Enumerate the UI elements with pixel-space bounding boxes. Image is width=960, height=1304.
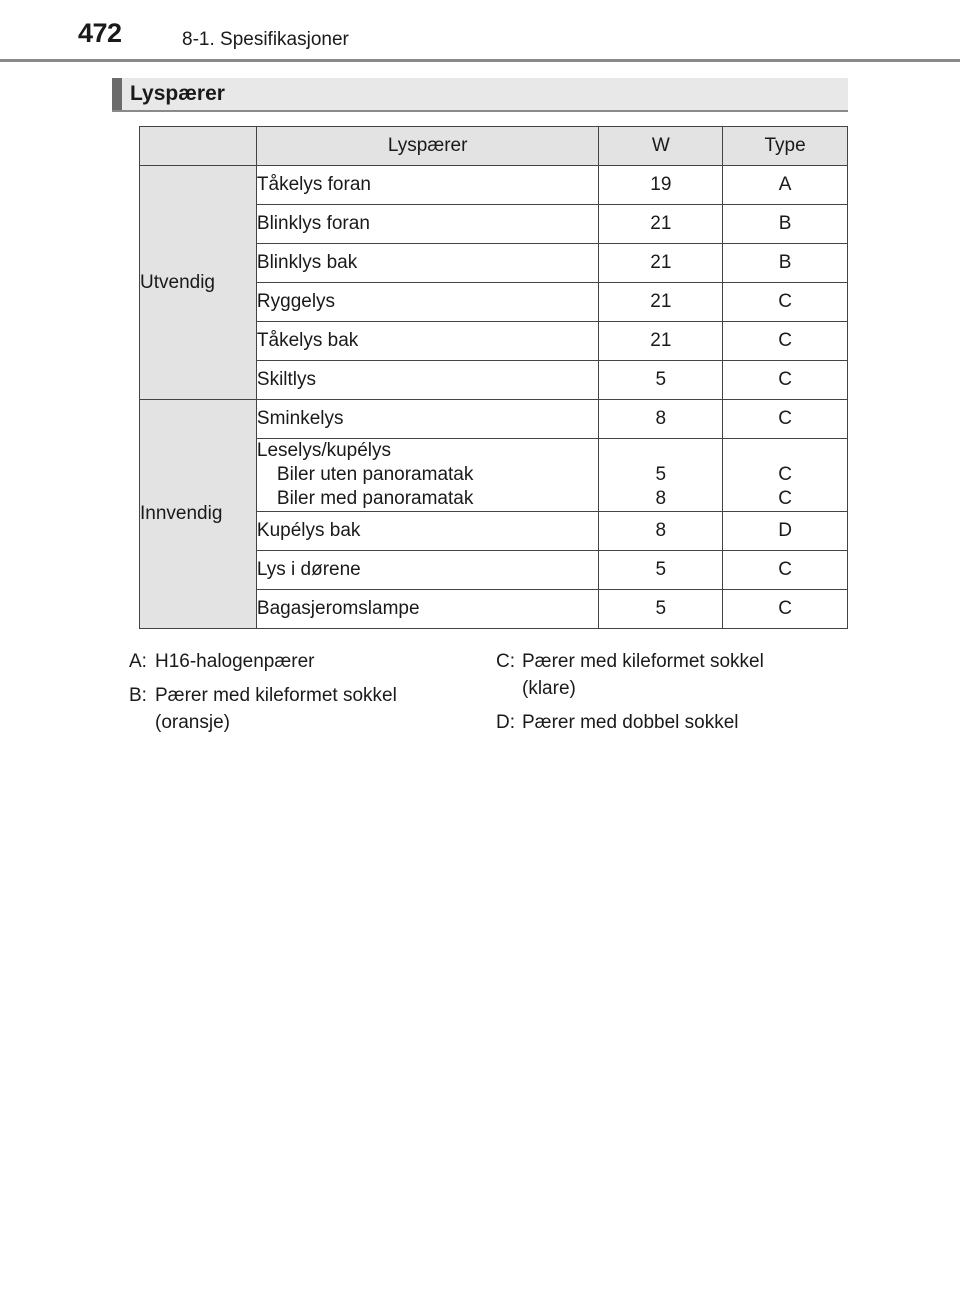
table-header-row [140,127,848,166]
note-key: D: [496,712,515,733]
note-item [496,709,796,736]
header-bulb: Lyspærer [256,127,599,166]
bulb-watt: 21 [599,205,723,244]
bulb-name: Ryggelys [256,283,599,322]
bulb-watt: 21 [599,283,723,322]
note-item [129,648,429,675]
bulb-type: C [723,322,848,361]
note-text: Pærer med kileformet sokkel (klare) [522,651,764,699]
table-row [140,400,848,439]
bulb-subvariant-name: Biler med panoramatak [276,488,474,509]
bulb-watt: 19 [599,166,723,205]
bulb-name: Sminkelys [256,400,599,439]
bulb-type: B [723,205,848,244]
group-label-interior: Innvendig [140,400,257,629]
bulb-name: Skiltlys [256,361,599,400]
bulb-spec-table [139,126,848,629]
bulb-type: C [723,590,848,629]
bulb-type: B [723,244,848,283]
bulb-type-multiline [723,439,848,512]
section-title: Lyspærer [130,82,225,105]
bulb-type: D [723,512,848,551]
page-number: 472 [78,18,122,48]
bulb-watt: 21 [599,244,723,283]
bulb-name-multiline [256,439,599,512]
bulb-subvariant-name: Biler uten panoramatak [276,464,474,485]
bulb-name: Blinklys bak [256,244,599,283]
note-item [129,682,429,736]
section-heading-bar [112,78,848,112]
bulb-watt: 5 [599,590,723,629]
bulb-watt: 5 [599,551,723,590]
note-key: B: [129,685,147,706]
bulb-name: Lys i dørene [256,551,599,590]
bulb-name: Tåkelys foran [256,166,599,205]
note-text: Pærer med kileformet sokkel (oransje) [155,685,397,733]
bulb-name: Tåkelys bak [256,322,599,361]
bulb-type: C [723,551,848,590]
header-group [140,127,257,166]
bulb-watt-multiline [599,439,723,512]
bulb-watt: 21 [599,322,723,361]
bulb-watt: 8 [599,512,723,551]
bulb-watt: 5 [655,464,667,485]
bulb-type: C [778,464,792,485]
bulb-type: C [723,283,848,322]
bulb-watt: 8 [655,488,667,509]
note-item [496,648,796,702]
notes-right-column [496,648,796,736]
bulb-name: Kupélys bak [256,512,599,551]
note-key: C: [496,651,515,672]
bulb-name: Leselys/kupélys [256,440,392,461]
header-type: Type [723,127,848,166]
note-text: Pærer med dobbel sokkel [522,712,739,733]
table-row [140,166,848,205]
group-label-exterior: Utvendig [140,166,257,400]
section-accent [112,78,122,110]
chapter-title: 8-1. Spesifikasjoner [182,29,349,50]
note-key: A: [129,651,147,672]
bulb-name: Bagasjeromslampe [256,590,599,629]
bulb-type: C [723,400,848,439]
note-text: H16-halogenpærer [155,651,315,672]
header-divider [0,59,960,62]
notes-left-column [129,648,429,736]
bulb-name: Blinklys foran [256,205,599,244]
bulb-type: C [778,488,792,509]
bulb-type: A [723,166,848,205]
header-watt: W [599,127,723,166]
bulb-watt: 8 [599,400,723,439]
bulb-watt: 5 [599,361,723,400]
bulb-type: C [723,361,848,400]
